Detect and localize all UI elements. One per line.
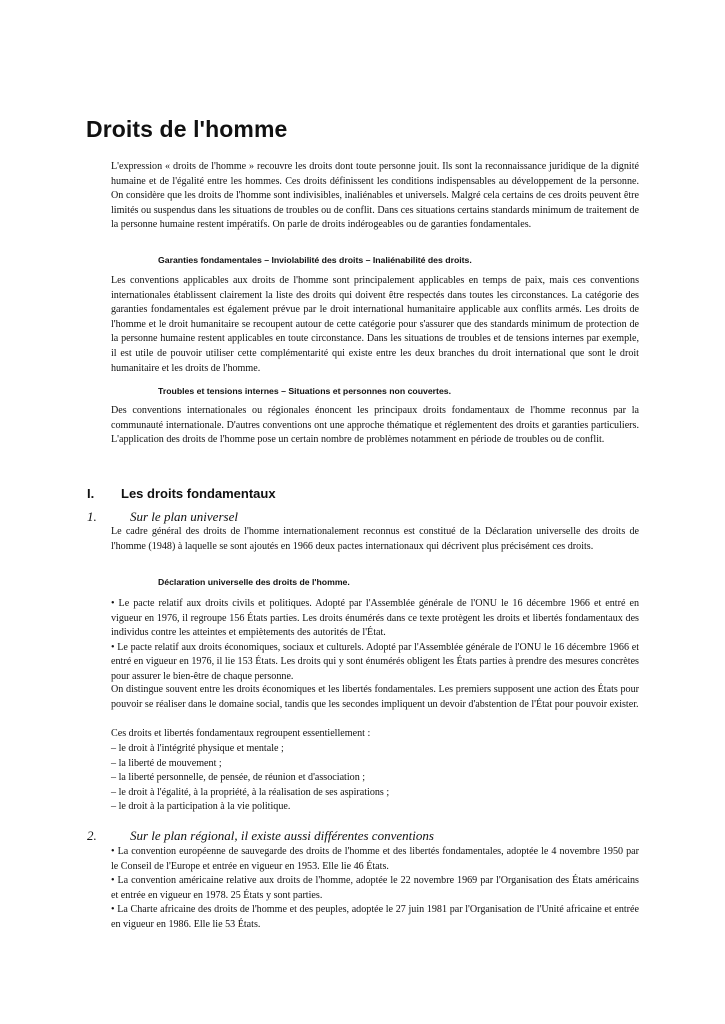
caption-garanties: Garanties fondamentales – Inviolabilité des droits – Inaliénabilité des droits. [158, 255, 472, 265]
dash-list-libertes [111, 742, 639, 815]
paragraph-cadre: Le cadre général des droits de l'homme internationalement reconnus est constitué de la Déclaration universelle des droits de l'homme (1948) à laquelle se sont ajoutés en 1966 deux pactes internationaux qui décrivent plus précisément ces droits. [111, 526, 639, 552]
subsection-number: 2. [87, 828, 97, 843]
section-title: Les droits fondamentaux [121, 486, 276, 501]
intro-paragraph: L'expression « droits de l'homme » recouvre les droits dont toute personne jouit. Ils sont la reconnaissance juridique de la dignité humaine et de l'égalité entre les hommes. Ces droits définissent les conditions indispensables au développement de la personne. On considère que les droits de l'homme sont indivisibles, inaliénables et universels. Malgré cela certains de ces droits peuvent être limités ou suspendus dans les situations de troubles ou de conflit. Dans ces situations certains standards minimum de traitement de la personne humaine restent impératifs. On parle de droits indérogeables ou de garanties fondamentales. [111, 161, 639, 231]
list-item: – la liberté de mouvement ; [111, 757, 222, 769]
subsection-title: Sur le plan régional, il existe aussi différentes conventions [130, 828, 434, 843]
paragraph-distinction: On distingue souvent entre les droits économiques et les libertés fondamentales. Les premiers supposent une action des États pour pouvoir se réaliser dans le domaine social, tandis que les secondes impliquent un devoir d'abstention de l'État pour pouvoir exister. [111, 684, 639, 710]
list-item: • Le pacte relatif aux droits économiques, sociaux et culturels. Adopté par l'Assemblée générale de l'ONU le 16 décembre 1966 et entré en vigueur en 1976, il lie 153 États. Les droits qui y sont énumérés obligent les États parties à prendre des mesures concrètes pour assurer le bien-être de chaque personne. [111, 641, 639, 682]
page-title: Droits de l'homme [86, 116, 288, 142]
caption-declaration: Déclaration universelle des droits de l'homme. [158, 577, 350, 587]
subsection-title: Sur le plan universel [130, 509, 238, 524]
list-item: • La Charte africaine des droits de l'homme et des peuples, adoptée le 27 juin 1981 par l'Organisation de l'Unité africaine et entrée en vigueur en 1986. Elle lie 53 États. [111, 904, 639, 930]
list-item: – la liberté personnelle, de pensée, de réunion et d'association ; [111, 772, 366, 784]
paragraph-regional: Des conventions internationales ou régionales énoncent les principaux droits fondamentaux de l'homme reconnus par la communauté internationale. D'autres conventions ont une approche thématique et réglementent des droits et garanties particuliers. L'application des droits de l'homme pose un certain nombre de problèmes notamment en période de troubles ou de conflit. [111, 405, 639, 446]
list-item: – le droit à l'intégrité physique et mentale ; [111, 743, 284, 754]
bullet-list-conventions [111, 845, 639, 933]
list-item: – le droit à l'égalité, à la propriété, à la réalisation de ses aspirations ; [111, 786, 390, 798]
list-item: • Le pacte relatif aux droits civils et politiques. Adopté par l'Assemblée générale de l'ONU le 16 décembre 1966 et entré en vigueur en 1976, il regroupe 156 États parties. Les droits énumérés dans ce texte protègent les droits et libertés fondamentaux des individus contre les atteintes et empiètements des autorités de l'État. [111, 598, 639, 639]
subsection-number: 1. [87, 509, 97, 524]
section-number: I. [87, 486, 95, 501]
list-item: • La convention européenne de sauvegarde des droits de l'homme et des libertés fondamentales, adoptée le 4 novembre 1950 par le Conseil de l'Europe et entrée en vigueur en 1953. Elle lie 46 États. [111, 846, 639, 872]
list-item: – le droit à la participation à la vie politique. [111, 801, 291, 813]
paragraph-conventions: Les conventions applicables aux droits de l'homme sont principalement applicables en temps de paix, mais ces conventions internationales établissent clairement la liste des droits qui doivent être respectés dans toutes les circonstances. La catégorie des garanties fondamentales est également prévue par le droit international humanitaire applicable aux conflits armés. Les droits de l'homme et le droit humanitaire se recoupent autour de cette catégorie pour s'assurer que des standards minimum de protection de la personne humaine restent applicables en toute circonstance. Dans les situations de troubles et de tensions internes par exemple, il est utile de pouvoir utiliser cette complémentarité qui existe entre les deux branches du droit international que sont le droit humanitaire et les droits de l'homme. [111, 275, 639, 374]
bullet-list-pactes [111, 597, 639, 685]
paragraph-regroupent: Ces droits et libertés fondamentaux regroupent essentiellement : [111, 728, 371, 739]
list-item: • La convention américaine relative aux droits de l'homme, adoptée le 22 novembre 1969 par l'Organisation des États américains et entrée en vigueur en 1978. 25 États y sont parties. [111, 875, 639, 901]
caption-troubles: Troubles et tensions internes – Situations et personnes non couvertes. [158, 386, 452, 396]
